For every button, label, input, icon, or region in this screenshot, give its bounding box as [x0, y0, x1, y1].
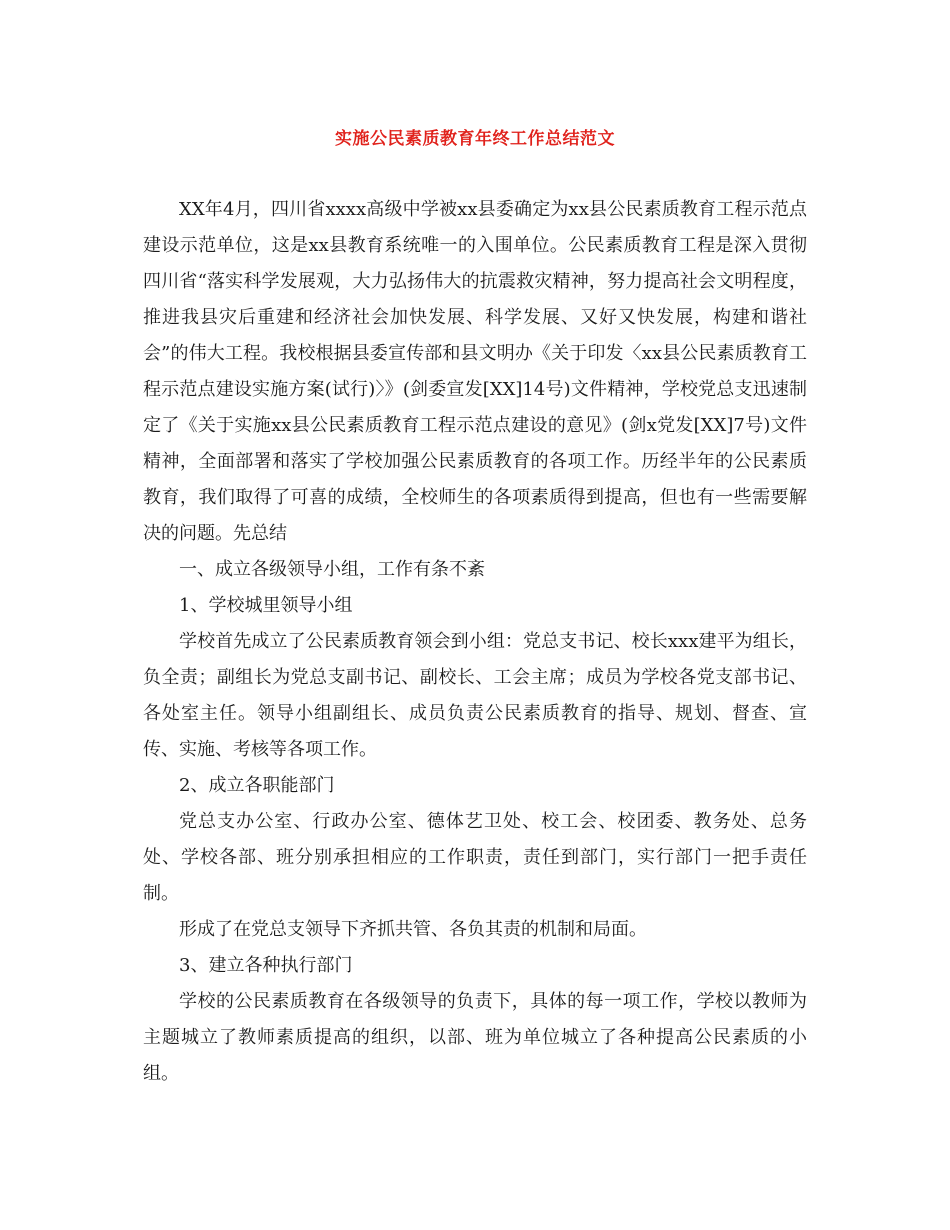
subheading-2: 2、成立各职能部门 — [179, 775, 335, 796]
paragraph-leadership-group: 学校首先成立了公民素质教育领会到小组：党总支书记、校长xxx建平为组长，负全责；副组长为党总支副书记、副校长、工会主席；成员为学校各党支部书记、各处室主任。领导小组副组长、成员负责公民素质教育的指导、规划、督查、宣传、实施、考核等各项工作。 — [143, 631, 807, 760]
paragraph-mechanism: 形成了在党总支领导下齐抓共管、各负其责的机制和局面。 — [179, 919, 647, 940]
paragraph-departments: 党总支办公室、行政办公室、德体艺卫处、校工会、校团委、教务处、总务处、学校各部、班分别承担相应的工作职责，责任到部门，实行部门一把手责任制。 — [143, 811, 807, 904]
subheading-3: 3、建立各种执行部门 — [179, 955, 353, 976]
paragraph-execution-groups: 学校的公民素质教育在各级领导的负责下，具体的每一项工作，学校以教师为主题城立了教师素质提高的组织，以部、班为单位城立了各种提高公民素质的小组。 — [143, 991, 807, 1084]
paragraph-intro: XX年4月，四川省xxxx高级中学被xx县委确定为xx县公民素质教育工程示范点建设示范单位，这是xx县教育系统唯一的入围单位。公民素质教育工程是深入贯彻四川省“落实科学发展观，大力弘扬伟大的抗震救灾精神，努力提高社会文明程度，推进我县灾后重建和经济社会加快发展、科学发展、又好又快发展，构建和谐社会”的伟大工程。我校根据县委宣传部和县文明办《关于印发〈xx县公民素质教育工程示范点建设实施方案(试行)〉》(剑委宣发[XX]14号)文件精神，学校党总支迅速制定了《关于实施xx县公民素质教育工程示范点建设的意见》(剑x党发[XX]7号)文件精神，全面部署和落实了学校加强公民素质教育的各项工作。历经半年的公民素质教育，我们取得了可喜的成绩，全校师生的各项素质得到提高，但也有一些需要解决的问题。先总结 — [143, 199, 807, 544]
document-body — [143, 192, 807, 1092]
document-title: 实施公民素质教育年终工作总结范文 — [335, 129, 615, 149]
section-heading-1: 一、成立各级领导小组，工作有条不紊 — [179, 559, 485, 580]
subheading-1: 1、学校城里领导小组 — [179, 595, 353, 616]
